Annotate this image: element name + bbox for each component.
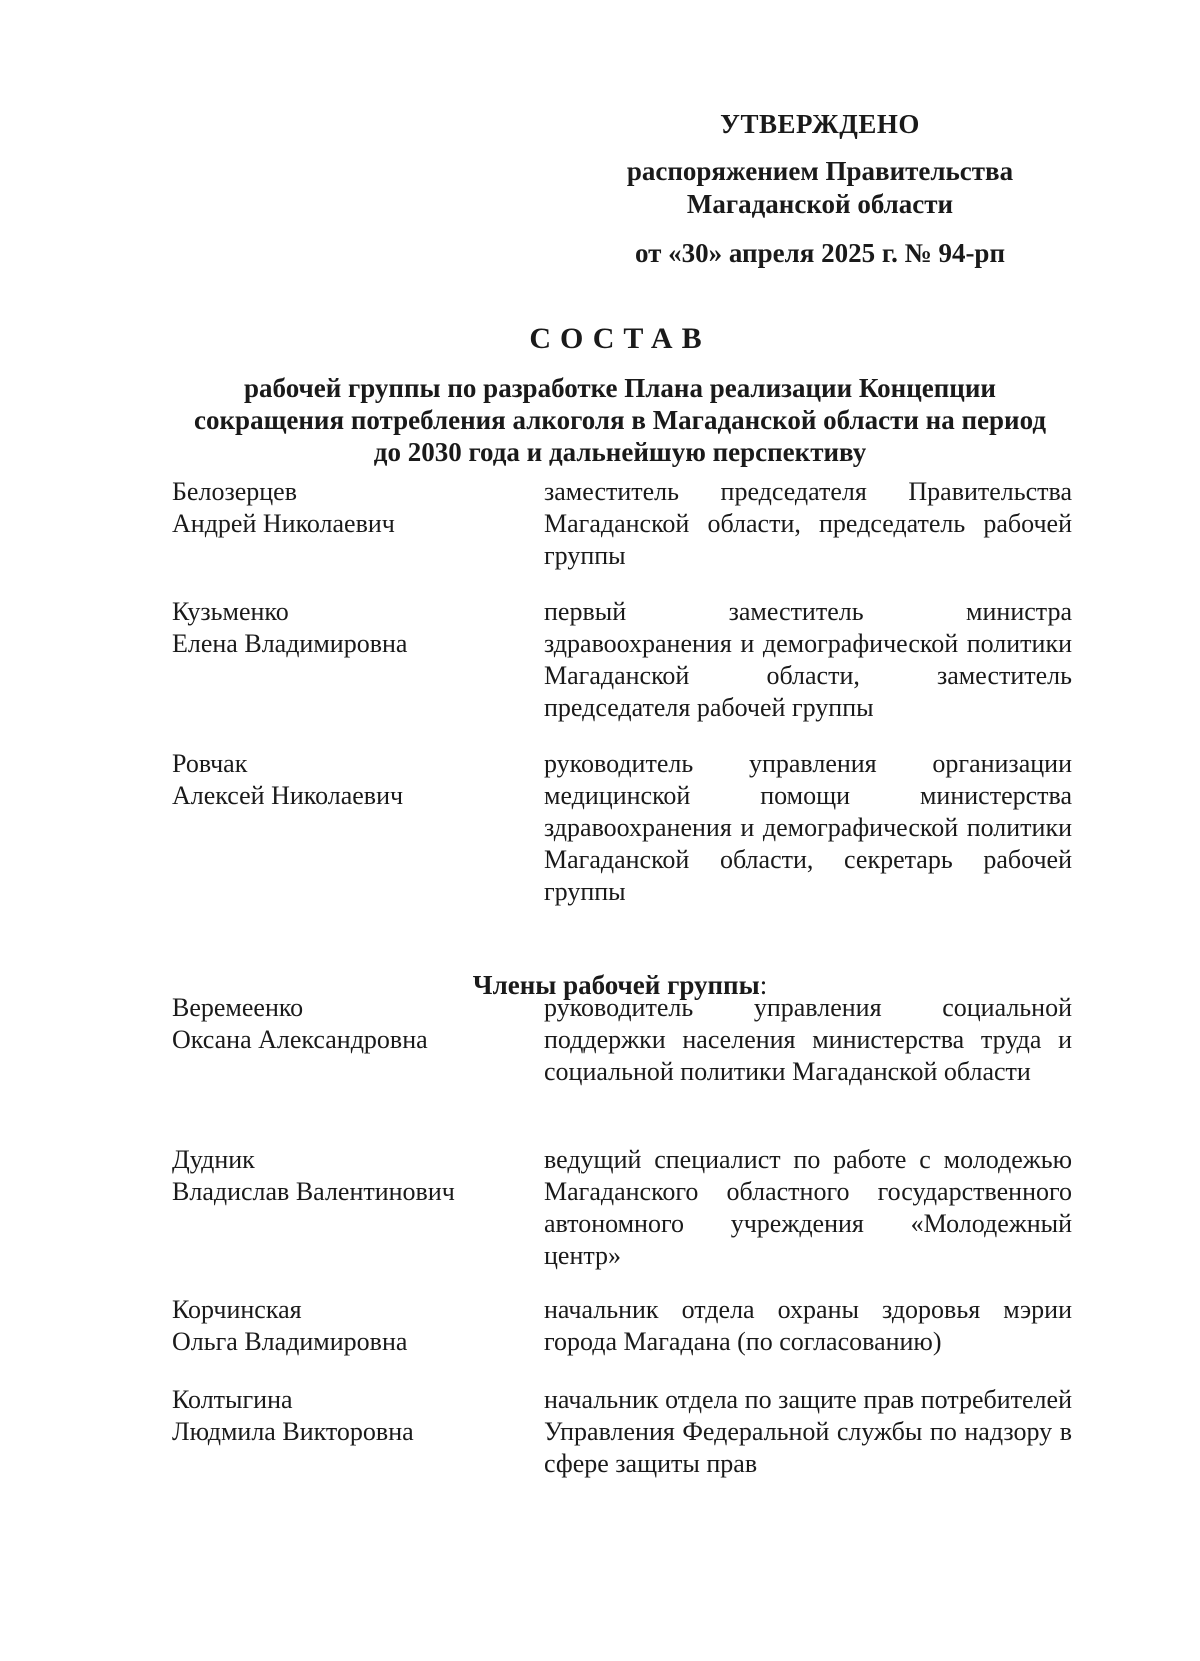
member-name — [172, 992, 532, 1056]
subtitle-line: рабочей группы по разработке Плана реализации Концепции — [244, 373, 996, 403]
document-subtitle — [165, 372, 1075, 468]
member-surname: Кузьменко — [172, 597, 289, 626]
member-name — [172, 748, 532, 812]
member-given-names: Алексей Николаевич — [172, 781, 404, 810]
member-role: начальник отдела охраны здоровья мэрии города Магадана (по согласованию) — [544, 1295, 1072, 1356]
decree-date-number: от «30» апреля 2025 г. № 94-рп — [634, 238, 1006, 268]
member-surname: Дудник — [172, 1145, 255, 1174]
approval-block — [600, 108, 1040, 270]
decree-line-2: Магаданской области — [686, 189, 954, 219]
subtitle-line: до 2030 года и дальнейшую перспективу — [373, 437, 867, 467]
member-name — [172, 476, 532, 540]
member-surname: Колтыгина — [172, 1385, 293, 1414]
decree-line-1: распоряжением Правительства — [626, 156, 1014, 186]
member-name — [172, 1294, 532, 1358]
member-role: начальник отдела по защите прав потребителей Управления Федеральной службы по надзору в сфере защиты прав — [544, 1385, 1072, 1478]
member-name — [172, 1144, 532, 1208]
member-surname: Корчинская — [172, 1295, 302, 1324]
member-surname: Веремеенко — [172, 993, 304, 1022]
member-given-names: Ольга Владимировна — [172, 1327, 408, 1356]
member-given-names: Владислав Валентинович — [172, 1177, 455, 1206]
member-role: заместитель председателя Правительства Магаданской области, председатель рабочей группы — [544, 477, 1072, 570]
member-given-names: Андрей Николаевич — [172, 509, 395, 538]
member-given-names: Людмила Викторовна — [172, 1417, 414, 1446]
members-heading-text: Члены рабочей группы — [472, 970, 760, 1000]
member-given-names: Оксана Александровна — [172, 1025, 428, 1054]
member-name — [172, 596, 532, 660]
document-title: СОСТАВ — [529, 322, 711, 355]
member-role: первый заместитель министра здравоохранения и демографической политики Магаданской области, заместитель председателя рабочей группы — [544, 597, 1072, 722]
member-given-names: Елена Владимировна — [172, 629, 408, 658]
member-name — [172, 1384, 532, 1448]
member-role: ведущий специалист по работе с молодежью Магаданского областного государственного автономного учреждения «Молодежный центр» — [544, 1145, 1072, 1270]
member-surname: Ровчак — [172, 749, 248, 778]
member-surname: Белозерцев — [172, 477, 297, 506]
member-role: руководитель управления социальной поддержки населения министерства труда и социальной политики Магаданской области — [544, 993, 1072, 1086]
decree-reference — [600, 155, 1040, 221]
approval-stamp: УТВЕРЖДЕНО — [720, 109, 920, 139]
member-role: руководитель управления организации медицинской помощи министерства здравоохранения и демографической политики Магаданской области, секретарь рабочей группы — [544, 749, 1072, 906]
subtitle-line: сокращения потребления алкоголя в Магаданской области на период — [194, 405, 1046, 435]
members-heading-colon: : — [759, 970, 768, 1000]
